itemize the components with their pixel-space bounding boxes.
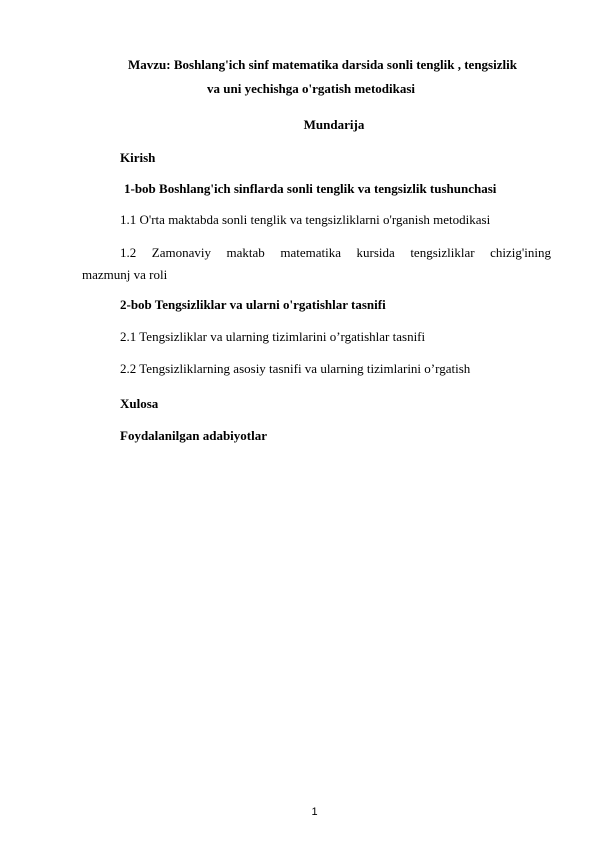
toc-item-references: Foydalanilgan adabiyotlar <box>120 428 267 443</box>
page-number: 1 <box>311 806 318 818</box>
toc-item-section-1-2 <box>120 245 551 261</box>
toc-item-chapter-1: 1-bob Boshlang'ich sinflarda sonli tenglik va tengsizlik tushunchasi <box>124 181 497 196</box>
toc-heading: Mundarija <box>303 117 365 132</box>
toc-word: tengsizliklar <box>410 245 475 260</box>
toc-word: maktab <box>226 245 265 260</box>
toc-item-section-1-1: 1.1 O'rta maktabda sonli tenglik va tengsizliklarni o'rganish metodikasi <box>120 212 491 227</box>
toc-word: 1.2 <box>120 245 137 260</box>
toc-word: chizig'ining <box>490 245 551 260</box>
toc-item-section-2-2: 2.2 Tengsizliklarning asosiy tasnifi va ularning tizimlarini o’rgatish <box>120 361 471 376</box>
toc-word: Zamonaviy <box>151 245 211 260</box>
toc-item-conclusion: Xulosa <box>120 396 159 411</box>
document-title-line2: va uni yechishga o'rgatish metodikasi <box>207 81 416 96</box>
toc-item-section-2-1: 2.1 Tengsizliklar va ularning tizimlarini o’rgatishlar tasnifi <box>120 329 426 344</box>
toc-item-section-1-2-continued: mazmunj va roli <box>82 267 168 282</box>
toc-item-intro: Kirish <box>120 150 156 165</box>
document-title-line1: Mavzu: Boshlang'ich sinf matematika darsida sonli tenglik , tengsizlik <box>128 57 517 72</box>
toc-word: matematika <box>280 245 341 260</box>
toc-word: kursida <box>356 245 395 260</box>
toc-item-chapter-2: 2-bob Tengsizliklar va ularni o'rgatishlar tasnifi <box>120 297 386 312</box>
